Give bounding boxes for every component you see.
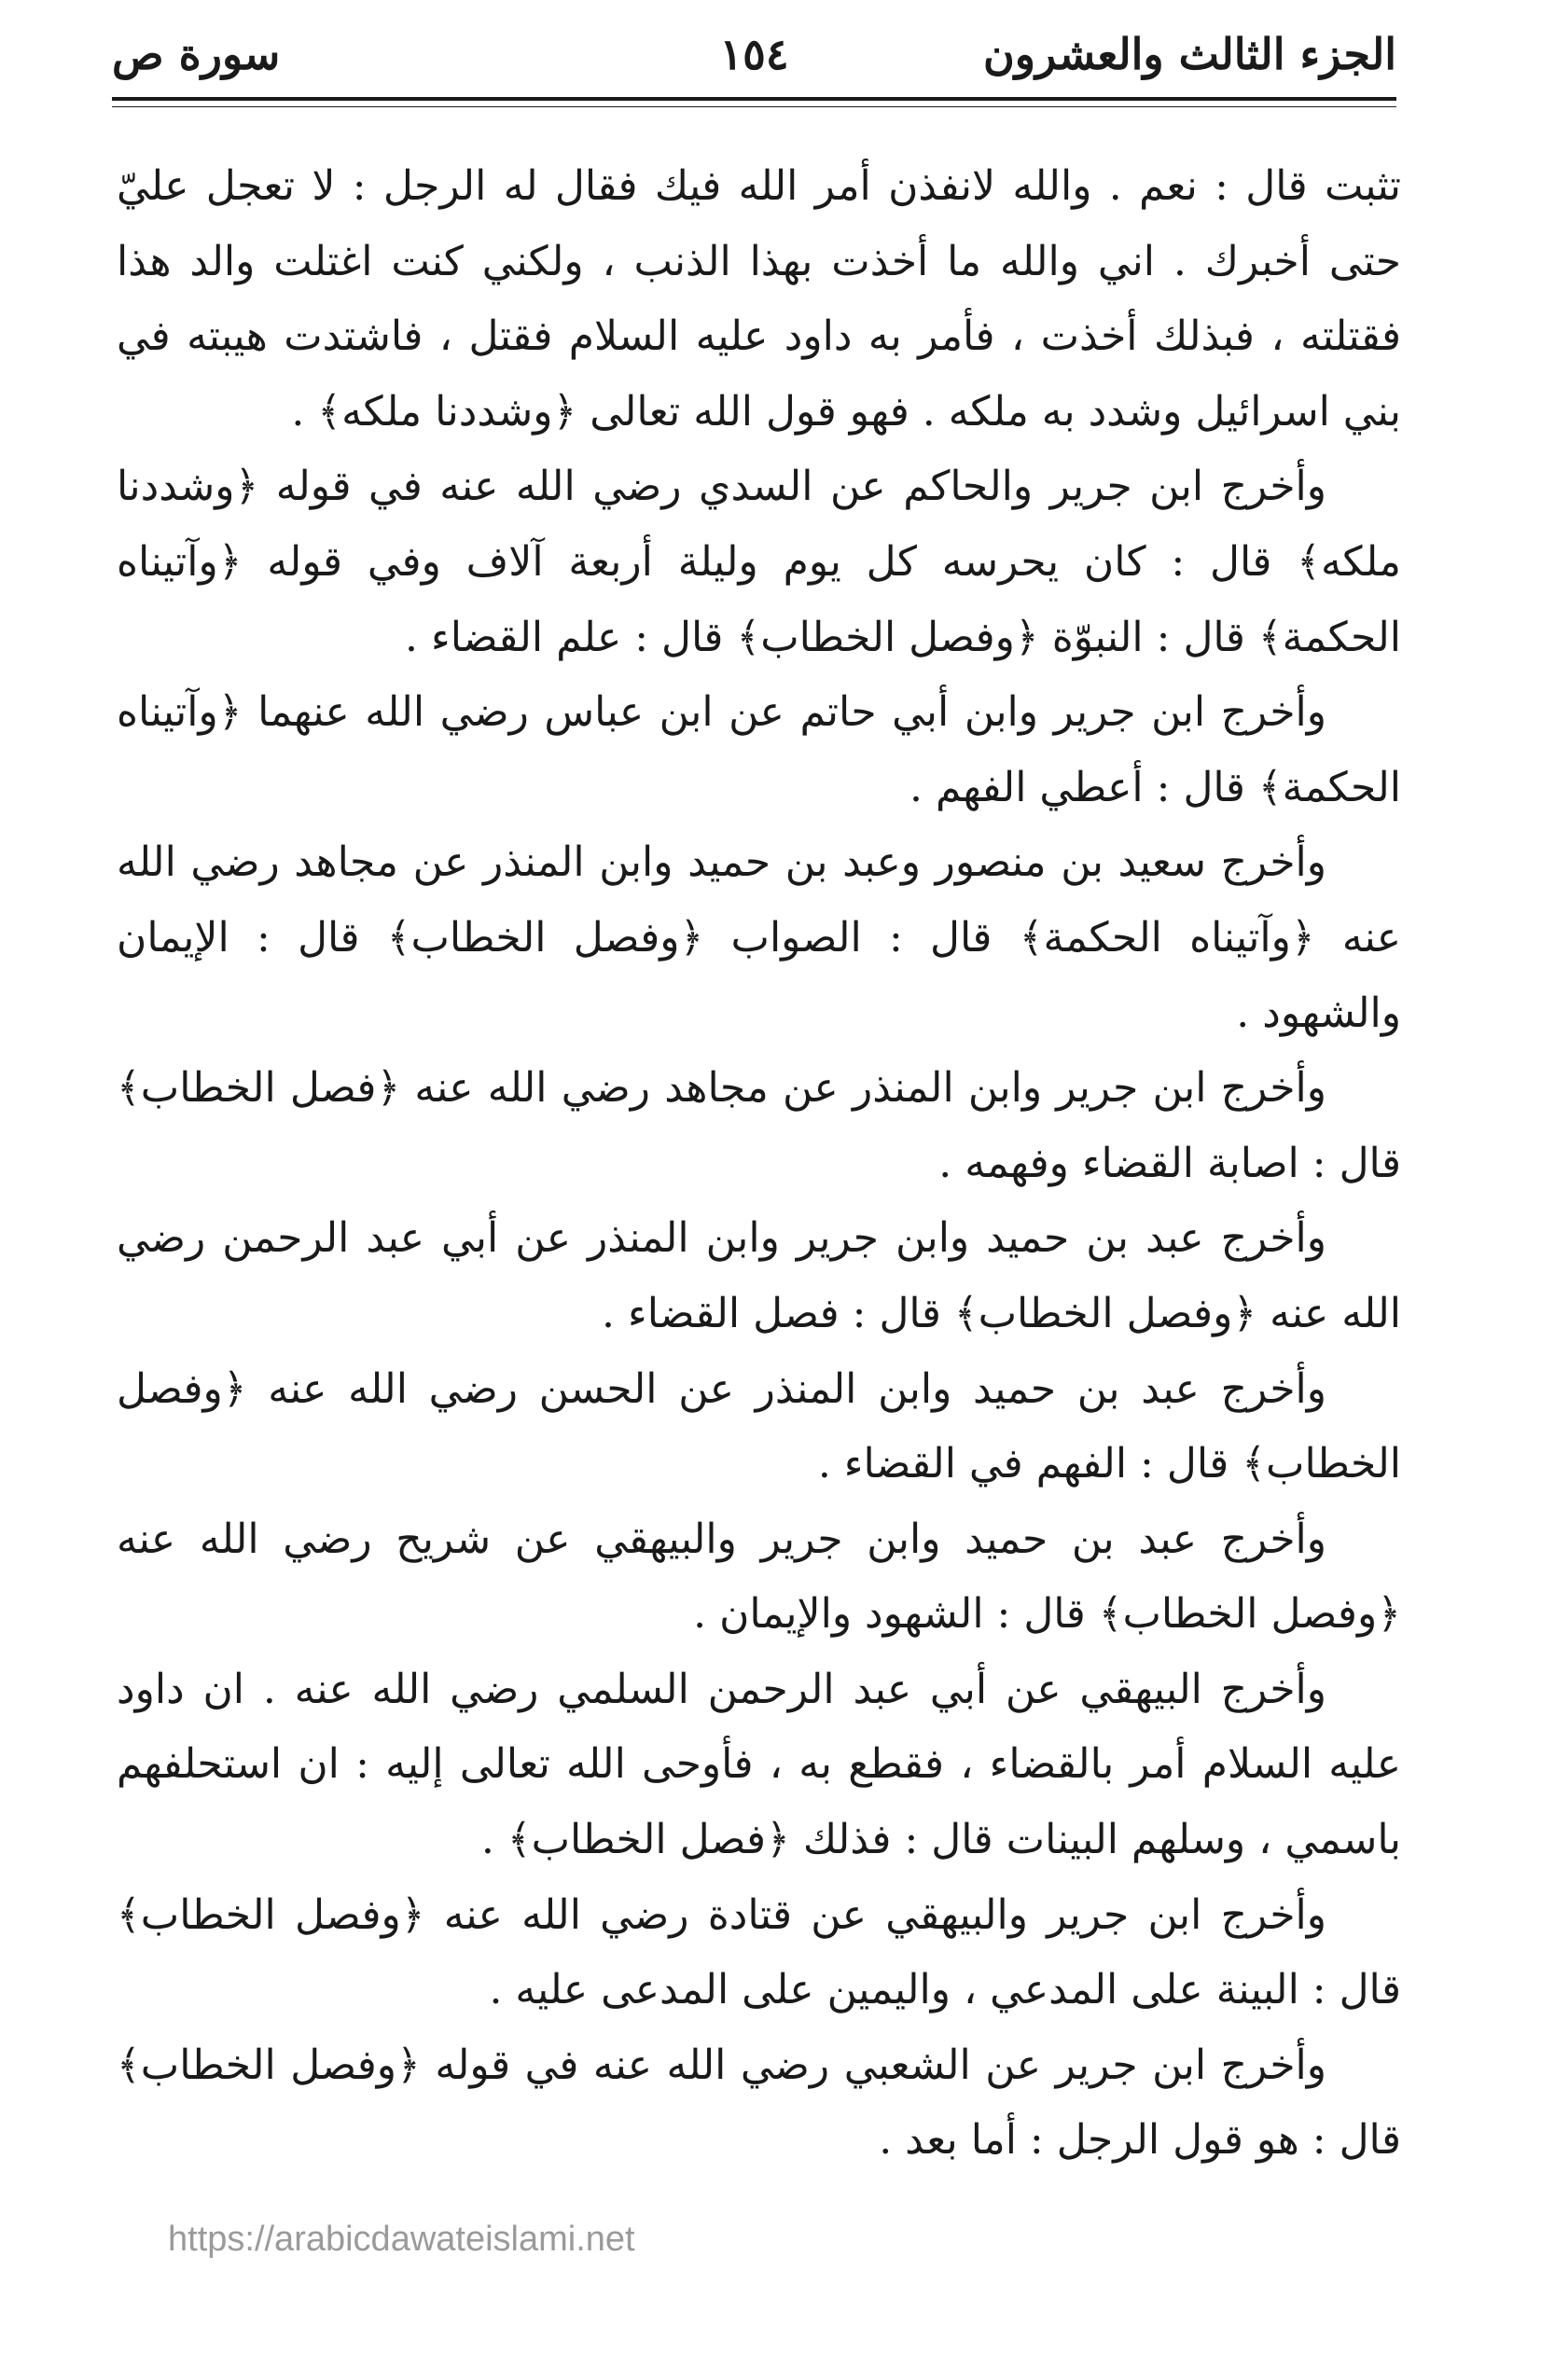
- header-rule-thick: [112, 97, 1396, 101]
- paragraph: وأخرج ابن جرير وابن المنذر عن مجاهد رضي الله عنه ﴿فصل الخطاب﴾ قال : اصابة القضاء وفهمه .: [117, 1064, 1401, 1187]
- paragraph: وأخرج عبد بن حميد وابن جرير والبيهقي عن شريح رضي الله عنه ﴿وفصل الخطاب﴾ قال : الشهود والإيمان .: [117, 1515, 1401, 1639]
- paragraph: وأخرج ابن جرير والبيهقي عن قتادة رضي الله عنه ﴿وفصل الخطاب﴾ قال : البينة على المدعي ، واليمين على المدعى عليه .: [117, 1890, 1401, 2014]
- source-watermark: https://arabicdawateislami.net: [168, 2220, 635, 2259]
- paragraph: وأخرج عبد بن حميد وابن جرير وابن المنذر عن أبي عبد الرحمن رضي الله عنه ﴿وفصل الخطاب﴾ قال : فصل القضاء .: [117, 1214, 1401, 1337]
- paragraph: وأخرج ابن جرير عن الشعبي رضي الله عنه في قوله ﴿وفصل الخطاب﴾ قال : هو قول الرجل : أما بعد .: [117, 2041, 1401, 2165]
- page-header: [112, 17, 1396, 91]
- paragraph: وأخرج سعيد بن منصور وعبد بن حميد وابن المنذر عن مجاهد رضي الله عنه ﴿وآتيناه الحكمة﴾ قال : الصواب ﴿وفصل الخطاب﴾ قال : الإيمان والشهود .: [117, 838, 1401, 1037]
- paragraph: وأخرج البيهقي عن أبي عبد الرحمن السلمي رضي الله عنه . ان داود عليه السلام أمر بالقضاء ، فقطع به ، فأوحى الله تعالى إليه : ان استحلفهم باسمي ، وسلهم البينات قال : فذلك ﴿فصل الخطاب﴾ .: [117, 1665, 1401, 1864]
- surah-title: سورة ص: [112, 29, 281, 79]
- paragraph: وأخرج عبد بن حميد وابن المنذر عن الحسن رضي الله عنه ﴿وفصل الخطاب﴾ قال : الفهم في القضاء .: [117, 1364, 1401, 1488]
- part-title: الجزء الثالث والعشرون: [982, 29, 1396, 79]
- header-rule-thin: [112, 106, 1396, 107]
- paragraph: تثبت قال : نعم . والله لانفذن أمر الله فيك فقال له الرجل : لا تعجل عليّ حتى أخبرك . اني والله ما أخذت بهذا الذنب ، ولكني كنت اغتلت والد هذا فقتلته ، فبذلك أخذت ، فأمر به داود عليه السلام فقتل ، فاشتدت هيبته في بني اسرائيل وشدد به ملكه . فهو قول الله تعالى ﴿وشددنا ملكه﴾ .: [117, 162, 1401, 436]
- page-body: [117, 149, 1401, 2179]
- paragraph: وأخرج ابن جرير وابن أبي حاتم عن ابن عباس رضي الله عنهما ﴿وآتيناه الحكمة﴾ قال : أعطي الفهم .: [117, 688, 1401, 811]
- paragraph: وأخرج ابن جرير والحاكم عن السدي رضي الله عنه في قوله ﴿وشددنا ملكه﴾ قال : كان يحرسه كل يوم وليلة أربعة آلاف وفي قوله ﴿وآتيناه الحكمة﴾ قال : النبوّة ﴿وفصل الخطاب﴾ قال : علم القضاء .: [117, 463, 1401, 661]
- page-number: ١٥٤: [719, 29, 789, 79]
